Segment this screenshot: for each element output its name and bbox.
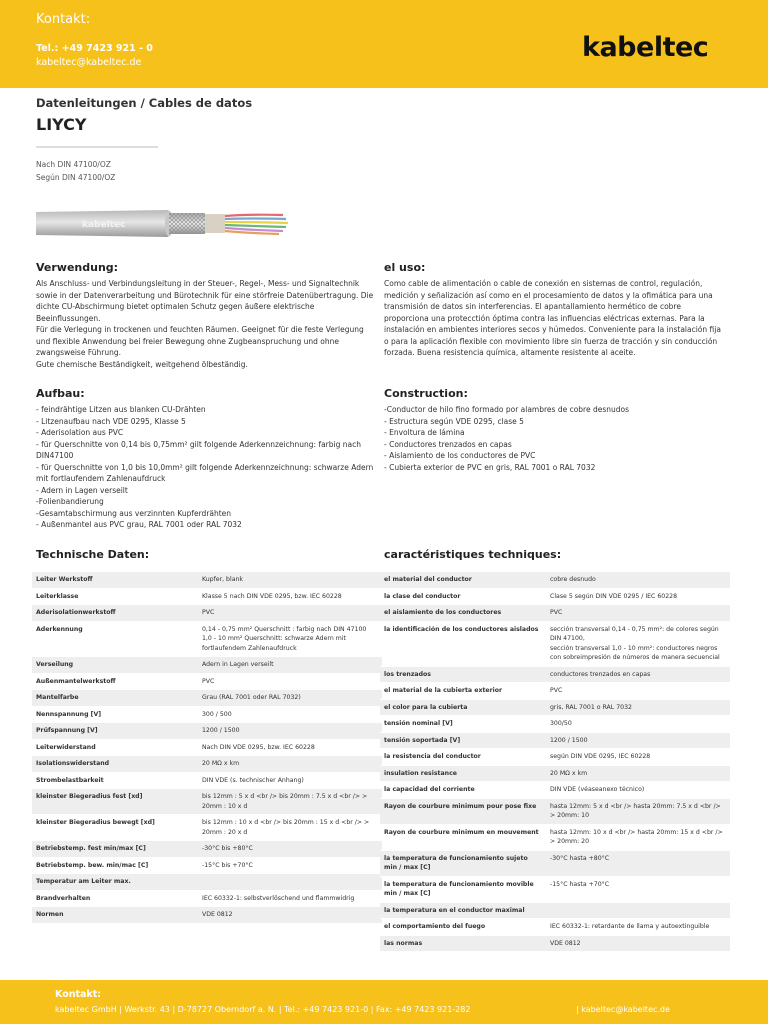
table-value-cell: PVC [202, 677, 215, 685]
table-value-cell: Grau (RAL 7001 oder RAL 7032) [202, 694, 301, 701]
table-value-cell: 1200 / 1500 [550, 736, 588, 744]
table-value-cell: -30°C hasta +80°C [550, 854, 610, 862]
uso-heading: el uso: [384, 261, 426, 274]
table-key-cell: la capacidad del corriente [384, 786, 475, 793]
table-value-cell: -15°C bis +70°C [202, 861, 253, 869]
table-row [32, 907, 382, 924]
table-row [32, 605, 382, 622]
table-key-cell: Leiterwiderstand [36, 743, 96, 751]
table-key-cell: tensión soportada [V] [384, 736, 461, 744]
table-key-cell: kleinster Biegeradius bewegt [xd] [36, 819, 155, 826]
table-row [32, 891, 382, 908]
table-key-cell: el color para la cubierta [384, 703, 468, 711]
table-row [380, 936, 730, 953]
table-value-cell: IEC 60332-1: retardante de llama y autoextinguible [550, 923, 710, 930]
table-key-cell: Aderisolationwerkstoff [36, 609, 116, 616]
table-key-cell: Rayon de courbure minimum en mouvement [384, 828, 539, 836]
table-row [32, 723, 382, 740]
table-value-cell: PVC [550, 609, 563, 616]
table-value-cell: hasta 12mm: 5 x d <br /> hasta 20mm: 7.5 x d <br /> > 20mm: 10 [550, 802, 721, 819]
table-value-cell [546, 903, 730, 919]
table-key-cell: el material de la cubierta exterior [384, 687, 503, 694]
norm-es: Según DIN 47100/OZ [36, 173, 116, 182]
table-row [380, 749, 730, 766]
table-row [380, 766, 730, 783]
table-value-cell [198, 874, 382, 890]
table-key-cell: Verseilung [36, 661, 74, 668]
header-phone[interactable]: Tel.: +49 7423 921 - 0 [36, 43, 153, 54]
footer-address: kabeltec GmbH | Werkstr. 43 | D-78727 Oberndorf a. N. | Tel.: +49 7423 921-0 | Fax: +49 7423 921-282 [55, 1005, 471, 1014]
table-key-cell: tensión nominal [V] [384, 720, 453, 727]
tech-es-heading: caractéristiques techniques: [384, 548, 562, 561]
tech-de-heading: Technische Daten: [36, 548, 150, 561]
table-value-cell: gris, RAL 7001 o RAL 7032 [550, 703, 632, 711]
table-key-cell: los trenzados [384, 670, 431, 678]
table-row [32, 858, 382, 875]
table-key-cell: el material del conductor [384, 576, 472, 583]
cable-image [36, 200, 296, 246]
table-value-cell: Adern in Lagen verseilt [202, 661, 274, 668]
table-row [32, 572, 382, 589]
kabeltec-logo: kabeltec [582, 32, 709, 63]
table-row [380, 903, 730, 920]
table-value-cell: 300 / 500 [202, 710, 232, 718]
table-row [380, 622, 730, 667]
table-row [380, 589, 730, 606]
norm-de: Nach DIN 47100/OZ [36, 160, 111, 169]
table-key-cell: el aislamiento de los conductores [384, 609, 502, 616]
tech-data-table-de [32, 572, 382, 924]
table-key-cell: kleinster Biegeradius fest [xd] [36, 793, 143, 800]
product-subtitle: Datenleitungen / Cables de datos [36, 96, 253, 110]
table-key-cell: la resistencia del conductor [384, 753, 481, 760]
table-value-cell: PVC [202, 609, 215, 616]
table-key-cell: Außenmantelwerkstoff [36, 677, 116, 685]
construction-heading: Construction: [384, 387, 468, 400]
footer-contact-label: Kontakt: [55, 989, 102, 1000]
table-value-cell: bis 12mm : 5 x d <br /> bis 20mm : 7.5 x d <br /> > 20mm : 10 x d [202, 793, 368, 810]
table-key-cell: la temperatura de funcionamiento movible min / max [C] [384, 880, 534, 897]
title-divider [36, 146, 158, 148]
table-value-cell: VDE 0812 [202, 911, 233, 918]
table-row [380, 877, 730, 903]
table-key-cell: las normas [384, 939, 423, 947]
table-value-cell: sección transversal 0,14 - 0,75 mm²: de colores según DIN 47100, sección transversal 1,0 - 10 mm²: conductores negros con sobreimpresión de números de manera secuencial [550, 625, 720, 661]
table-row [32, 815, 382, 841]
table-row [32, 690, 382, 707]
uso-text: Como cable de alimentación o cable de conexión en sistemas de control, regulación, medición y señalización así como en el procesamiento de datos y la ofimática para una transmisión de datos sin interferencias. El apantallamiento hermético de cobre proporciona una protecctión óptima contra las influencias eléctricas externas. Para la instalación en ambientes interiores secos y húmedos. Conveniente para la instalación fija o para la aplicación flexible con movimiento libre sin fuerza de tracción y sin conducción forzada. Buena resistencia química, altamente resistente al aceite. [384, 279, 721, 357]
verwendung-heading: Verwendung: [36, 261, 119, 274]
table-row [380, 683, 730, 700]
header-bar [0, 0, 768, 88]
table-key-cell: Prüfspannung [V] [36, 727, 98, 734]
table-key-cell: la temperatura de funcionamiento sujeto min / max [C] [384, 854, 528, 871]
table-value-cell: DIN VDE (s. technischer Anhang) [202, 776, 304, 784]
table-value-cell: VDE 0812 [550, 939, 581, 947]
aufbau-heading: Aufbau: [36, 387, 85, 400]
table-row [32, 874, 382, 891]
table-key-cell: Normen [36, 911, 64, 918]
table-key-cell: Temperatur am Leiter max. [36, 878, 131, 885]
table-row [380, 825, 730, 851]
table-key-cell: la identificación de los conductores aislados [384, 625, 539, 633]
table-key-cell: Betriebstemp. fest min/max [C] [36, 845, 146, 852]
table-value-cell: -30°C bis +80°C [202, 845, 253, 852]
table-key-cell: Betriebstemp. bew. min/mac [C] [36, 861, 149, 869]
table-value-cell: hasta 12mm: 10 x d <br /> hasta 20mm: 15 x d <br /> > 20mm: 20 [550, 828, 723, 845]
table-row [32, 773, 382, 790]
table-row [380, 572, 730, 589]
cable-print: kabeltec [82, 220, 126, 230]
table-key-cell: la clase del conductor [384, 592, 461, 600]
table-row [380, 919, 730, 936]
verwendung-text: Als Anschluss- und Verbindungsleitung in der Steuer-, Regel-, Mess- und Signaltechnik sowie in der Datenverarbeitung und Bürotechnik für eine störfreie Datenübertragung. Die dichte CU-Abschirmung bietet optimalen Schutz gegen äußere elektrische Beeinflussungen. Für die Verlegung in trockenen und feuchten Räumen. Geeignet für die feste Verlegung und flexible Anwendung bei freier Bewegung ohne Zugbeanspruchung und ohne zwangsweise Führung. Gute chemische Beständigkeit, weitgehend ölbeständig. [36, 279, 374, 369]
table-row [32, 740, 382, 757]
table-value-cell: IEC 60332-1: selbstverlöschend und flammwidrig [202, 894, 355, 902]
table-value-cell: Clase 5 según DIN VDE 0295 / IEC 60228 [550, 592, 678, 600]
table-row [32, 657, 382, 674]
page-title: LIYCY [36, 115, 87, 134]
table-value-cell: cobre desnudo [550, 576, 596, 583]
table-key-cell: Nennspannung [V] [36, 710, 102, 718]
footer-email-link[interactable]: | kabeltec@kabeltec.de [576, 1005, 670, 1014]
table-value-cell: -15°C hasta +70°C [550, 880, 610, 888]
table-value-cell: 1200 / 1500 [202, 727, 240, 734]
table-row [380, 605, 730, 622]
table-row [32, 674, 382, 691]
table-key-cell: Isolationswiderstand [36, 760, 110, 767]
table-row [380, 851, 730, 877]
header-email-link[interactable]: kabeltec@kabeltec.de [36, 57, 142, 68]
table-value-cell: conductores trenzados en capas [550, 670, 651, 678]
table-key-cell: Rayon de courbure minimum pour pose fixe [384, 802, 537, 810]
table-key-cell: Mantelfarbe [36, 694, 79, 701]
table-value-cell: 20 MΩ x km [202, 760, 240, 767]
table-value-cell: Nach DIN VDE 0295, bzw. IEC 60228 [202, 743, 315, 751]
table-value-cell: 300/50 [550, 720, 572, 727]
aufbau-text: - feindrähtige Litzen aus blanken CU-Drähten - Litzenaufbau nach VDE 0295, Klasse 5 - Aderisolation aus PVC - für Querschnitte von 0,14 bis 0,75mm² gilt folgende Aderkennzeichnung: farbig nach DIN47100 - für Querschnitte von 1,0 bis 10,0mm² gilt folgende Aderkennzeichnung: schwarze Adern mit fortlaufendem Zahlenaufdruck - Adern in Lagen verseilt -Folienbandierung -Gesamtabschirmung aus verzinnten Kupferdrähten - Außenmantel aus PVC grau, RAL 7001 oder RAL 7032 [36, 405, 374, 529]
table-row [380, 733, 730, 750]
table-row [380, 700, 730, 717]
table-row [32, 622, 382, 658]
table-value-cell: PVC [550, 687, 563, 694]
table-key-cell: la temperatura en el conductor maximal [384, 906, 525, 914]
table-row [32, 589, 382, 606]
table-value-cell: DIN VDE (véaseanexo técnico) [550, 786, 645, 793]
table-key-cell: insulation resistance [384, 769, 457, 777]
table-value-cell: 0,14 - 0,75 mm² Querschnitt : farbig nach DIN 47100 1,0 - 10 mm² Querschnitt: schwarze Adern mit fortlaufendem Zahlenaufdruck [202, 625, 367, 652]
table-row [380, 799, 730, 825]
footer-bar [0, 980, 768, 1024]
table-value-cell: bis 12mm : 10 x d <br /> bis 20mm : 15 x d <br /> > 20mm : 20 x d [202, 819, 370, 836]
table-value-cell: Klasse 5 nach DIN VDE 0295, bzw. IEC 60228 [202, 592, 342, 600]
table-row [380, 716, 730, 733]
table-key-cell: Strombelastbarkeit [36, 776, 104, 784]
header-contact-label: Kontakt: [36, 12, 91, 27]
construction-text: -Conductor de hilo fino formado por alambres de cobre desnudos - Estructura según VDE 0295, clase 5 - Envoltura de lámina - Conductores trenzados en capas - Aislamiento de los conductores de PVC - Cubierta exterior de PVC en gris, RAL 7001 o RAL 7032 [384, 405, 630, 472]
table-key-cell: Leiterklasse [36, 592, 79, 600]
table-key-cell: Leiter Werkstoff [36, 576, 93, 583]
table-row [32, 841, 382, 858]
table-key-cell: Brandverhalten [36, 894, 91, 902]
table-row [32, 789, 382, 815]
table-value-cell: 20 MΩ x km [550, 769, 588, 777]
table-row [32, 707, 382, 724]
table-row [380, 667, 730, 684]
table-key-cell: Aderkennung [36, 625, 83, 633]
table-value-cell: Kupfer, blank [202, 576, 244, 583]
table-value-cell: según DIN VDE 0295, IEC 60228 [550, 753, 651, 760]
table-row [380, 782, 730, 799]
table-row [32, 756, 382, 773]
table-key-cell: el comportamiento del fuego [384, 923, 486, 930]
tech-data-table-es [380, 572, 730, 952]
